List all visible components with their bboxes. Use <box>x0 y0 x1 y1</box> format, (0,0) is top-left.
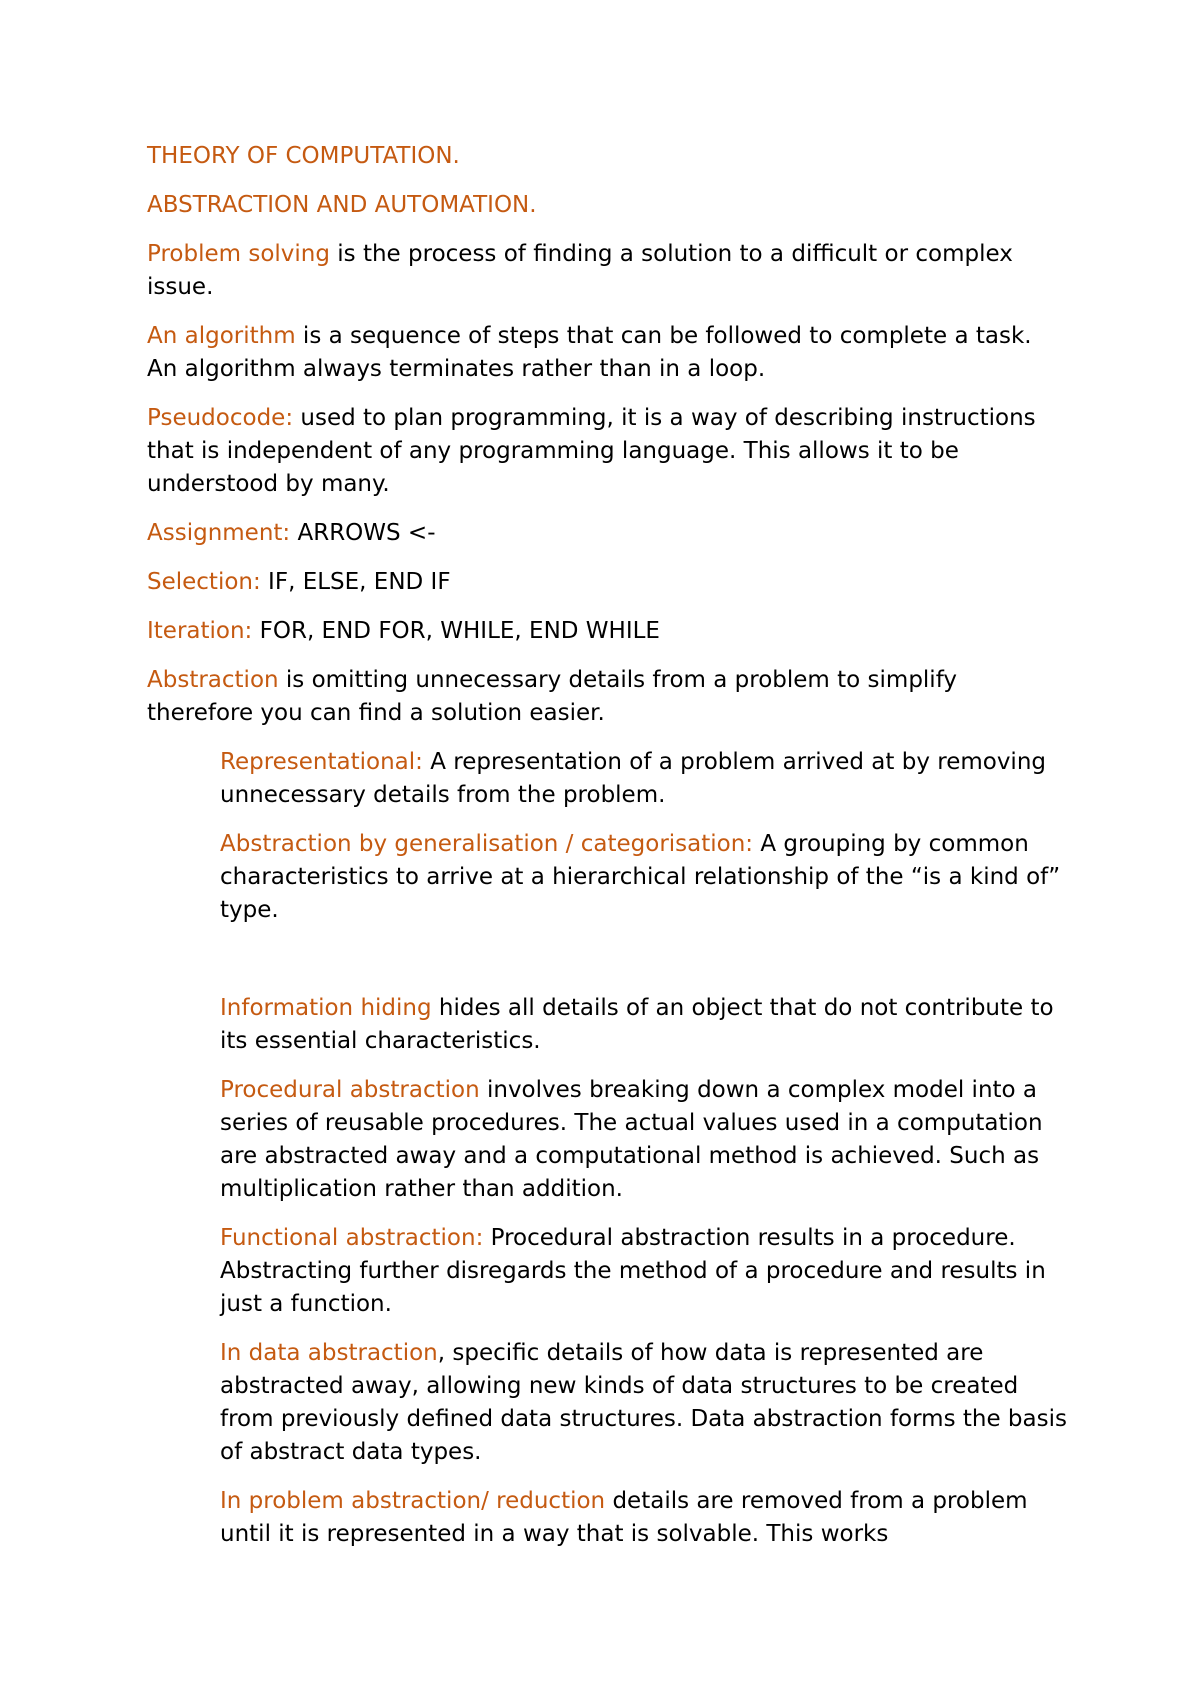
para-selection <box>147 566 1067 599</box>
subitem-procedural <box>220 1074 1067 1206</box>
subitem-data-abstraction <box>220 1337 1067 1469</box>
subitem-functional <box>220 1222 1067 1321</box>
para-assignment <box>147 517 1067 550</box>
term: Problem solving <box>147 241 330 267</box>
definition: details are removed from a problem until it is represented in a way that is solvable. This works <box>220 1488 1028 1547</box>
subitem-representational <box>220 746 1067 812</box>
para-pseudocode <box>147 402 1067 501</box>
document-body <box>147 140 1067 1567</box>
blank-line <box>147 943 1067 992</box>
term: Information hiding <box>220 995 432 1021</box>
definition: hides all details of an object that do not contribute to its essential characteristics. <box>220 995 1054 1054</box>
term: Iteration: <box>147 618 253 644</box>
term: Functional abstraction: <box>220 1225 484 1251</box>
term: Procedural abstraction <box>220 1077 480 1103</box>
para-iteration <box>147 615 1067 648</box>
definition: is omitting unnecessary details from a problem to simplify therefore you can find a solution easier. <box>147 667 958 726</box>
term: Selection: <box>147 569 261 595</box>
para-abstraction <box>147 664 1067 730</box>
definition: involves breaking down a complex model into a series of reusable procedures. The actual values used in a computation are abstracted away and a computational method is achieved. Such as multiplication rather than addition. <box>220 1077 1043 1202</box>
subitem-generalisation <box>220 828 1067 927</box>
term: Assignment: <box>147 520 291 546</box>
definition: A grouping by common characteristics to arrive at a hierarchical relationship of the “is a kind of” type. <box>220 831 1061 923</box>
definition: FOR, END FOR, WHILE, END WHILE <box>252 618 660 644</box>
term: Pseudocode: <box>147 405 294 431</box>
definition: ARROWS <- <box>290 520 436 546</box>
title-heading: THEORY OF COMPUTATION. <box>147 143 460 169</box>
term: In problem abstraction/ reduction <box>220 1488 606 1514</box>
definition: , specific details of how data is represented are abstracted away, allowing new kinds of data structures to be created from previously defined data structures. Data abstraction forms the basis of abstract data types. <box>220 1340 1067 1465</box>
definition: Procedural abstraction results in a procedure. Abstracting further disregards the method of a procedure and results in just a function. <box>220 1225 1046 1317</box>
term: In data abstraction <box>220 1340 438 1366</box>
section-heading: ABSTRACTION AND AUTOMATION. <box>147 192 537 218</box>
term: Representational: <box>220 749 423 775</box>
para-problem-solving <box>147 238 1067 304</box>
definition: used to plan programming, it is a way of describing instructions that is independent of any programming language. This allows it to be understood by many. <box>147 405 1036 497</box>
definition: is the process of finding a solution to a difficult or complex issue. <box>147 241 1013 300</box>
subitem-problem-abstraction <box>220 1485 1067 1551</box>
para-algorithm <box>147 320 1067 386</box>
term: Abstraction <box>147 667 279 693</box>
term: Abstraction by generalisation / categorisation: <box>220 831 754 857</box>
definition: A representation of a problem arrived at by removing unnecessary details from the problem. <box>220 749 1046 808</box>
definition: IF, ELSE, END IF <box>260 569 451 595</box>
subitem-information-hiding <box>220 992 1067 1058</box>
term: An algorithm <box>147 323 296 349</box>
definition: is a sequence of steps that can be followed to complete a task. An algorithm always terminates rather than in a loop. <box>147 323 1032 382</box>
